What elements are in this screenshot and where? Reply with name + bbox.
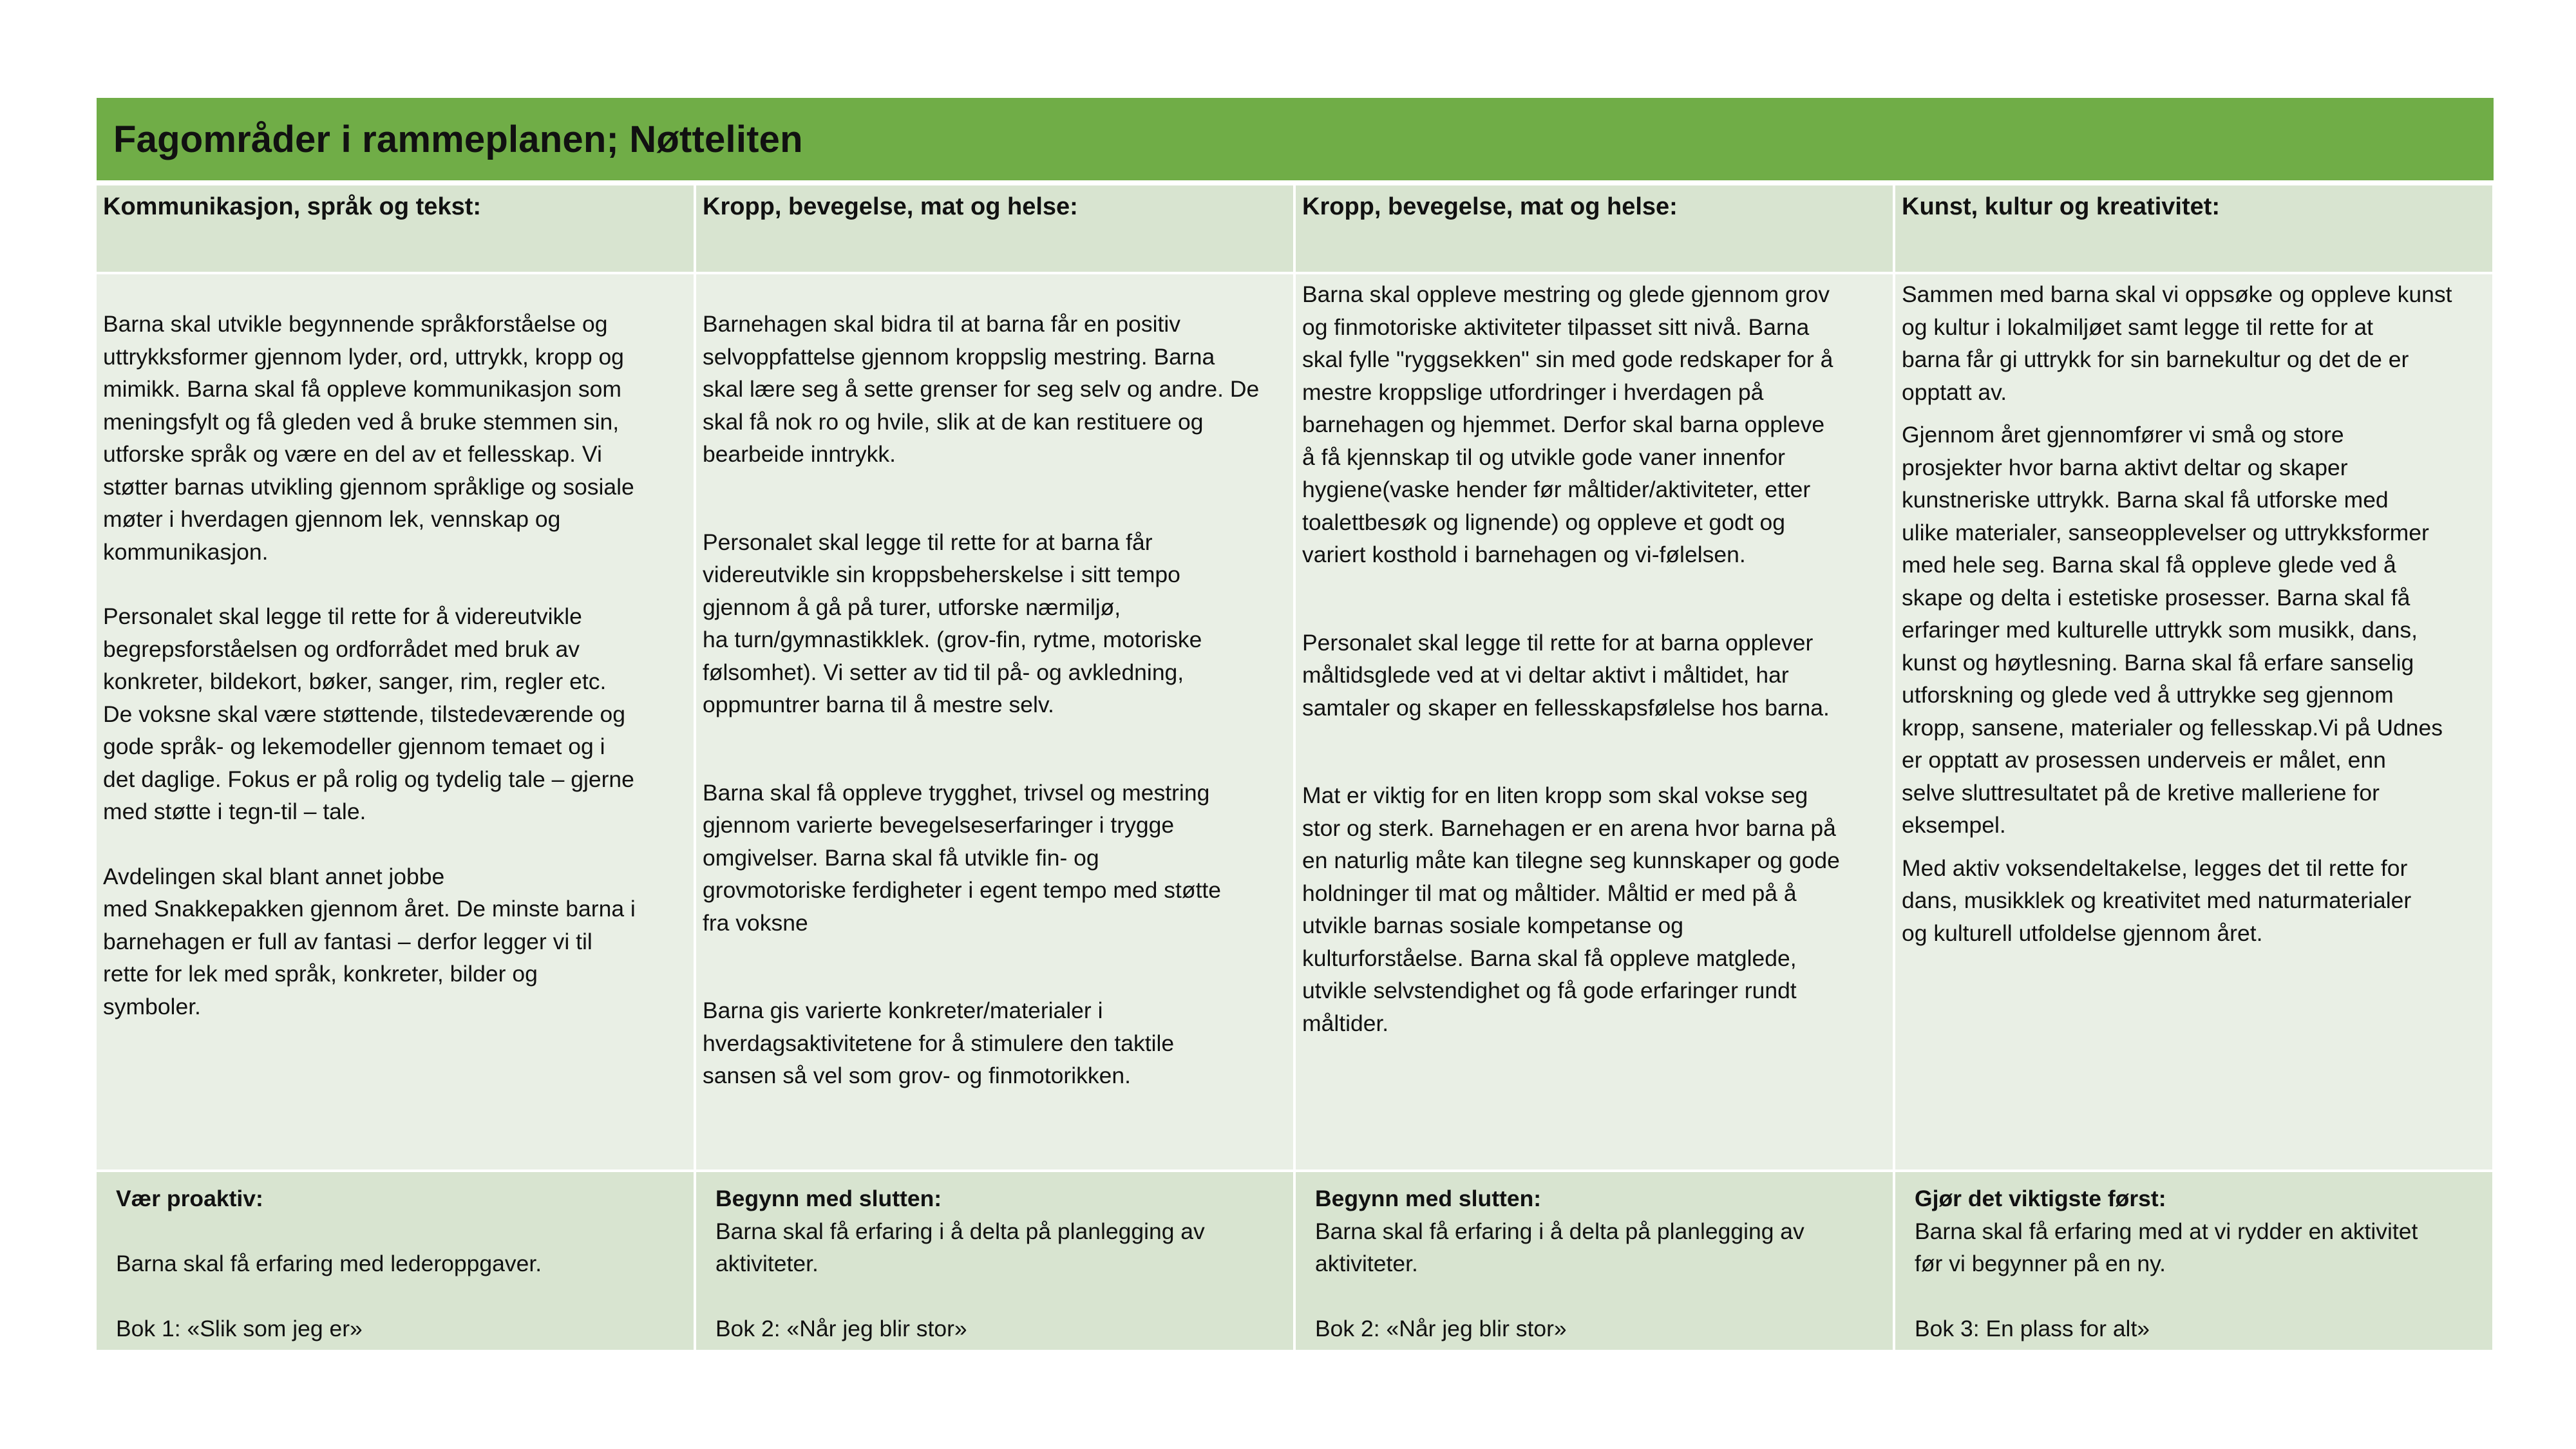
paragraph: Personalet skal legge til rette for at barna opplever måltidsglede ved at vi deltar aktivt i måltidet, har samtaler og skaper en fellesskapsfølelse hos barna. bbox=[1302, 629, 1830, 721]
title-bar bbox=[97, 98, 2494, 180]
column-header-body-1: Kropp, bevegelse, mat og helse: bbox=[696, 185, 1293, 272]
column-body-art bbox=[1895, 274, 2492, 1170]
paragraph: Sammen med barna skal vi oppsøke og oppleve kunst og kultur i lokalmiljøet samt legge til rette for at barna får gi uttrykk for sin barnekultur og det de er opptatt av. bbox=[1902, 281, 2452, 405]
column-body-body-1 bbox=[696, 274, 1293, 1170]
paragraph: Barna skal utvikle begynnende språkforståelse og uttrykksformer gjennom lyder, ord, uttrykk, kropp og mimikk. Barna skal få oppleve kommunikasjon som meningsfylt og få gleden ved å bruke stemmen sin, utforske språk og være en del av et fellesskap. Vi støtter barnas utvikling gjennom språklige og sosiale møter i hverdagen gjennom lek, vennskap og kommunikasjon. bbox=[103, 311, 634, 565]
footer-text: Barna skal få erfaring med at vi rydder en aktivitet før vi begynner på en ny. Bok 3: En plass for alt» bbox=[1915, 1218, 2418, 1341]
paragraph: Gjennom året gjennomfører vi små og store prosjekter hvor barna aktivt deltar og skaper kunstneriske uttrykk. Barna skal få utforske med ulike materialer, sanseopplevelser og uttrykksformer med hele seg. Barna skal få oppleve glede ved å skape og delta i estetiske prosesser. Barna skal få erfaringer med kulturelle uttrykk som musikk, dans, kunst og høytlesning. Barna skal få erfare sanselig utforskning og glede ved å uttrykke seg gjennom kropp, sansene, materialer og fellesskap.Vi på Udnes er opptatt av prosessen underveis er målet, enn selve sluttresultatet på de kretive malleriene for eksempel. bbox=[1902, 422, 2443, 838]
paragraph: Avdelingen skal blant annet jobbe med Snakkepakken gjennom året. De minste barna i barnehagen er full av fantasi – derfor legger vi til rette for lek med språk, konkreter, bilder og symboler. bbox=[103, 863, 636, 1019]
footer-text: Barna skal få erfaring i å delta på planlegging av aktiviteter. Bok 2: «Når jeg blir stor» bbox=[715, 1218, 1205, 1341]
column-footer-communication bbox=[97, 1172, 694, 1350]
document-page bbox=[97, 98, 2494, 1350]
paragraph: Barnehagen skal bidra til at barna får en positiv selvoppfattelse gjennom kroppslig mestring. Barna skal lære seg å sette grenser for seg selv og andre. De skal få nok ro og hvile, slik at de kan restituere og bearbeide inntrykk. bbox=[703, 311, 1260, 467]
footer-title: Gjør det viktigste først: bbox=[1915, 1186, 2166, 1211]
footer-title: Vær proaktiv: bbox=[116, 1186, 263, 1211]
column-body-body-2 bbox=[1296, 274, 1893, 1170]
paragraph: Med aktiv voksendeltakelse, legges det til rette for dans, musikklek og kreativitet med naturmaterialer og kulturell utfoldelse gjennom året. bbox=[1902, 855, 2412, 946]
column-footer-body-2 bbox=[1296, 1172, 1893, 1350]
paragraph: Barna skal få oppleve trygghet, trivsel og mestring gjennom varierte bevegelseserfaringer i trygge omgivelser. Barna skal få utvikle fin- og grovmotoriske ferdigheter i egent tempo med støtte fra voksne bbox=[703, 779, 1222, 936]
paragraph: Barna gis varierte konkreter/materialer i hverdagsaktivitetene for å stimulere den taktile sansen så vel som grov- og finmotorikken. bbox=[703, 998, 1175, 1088]
framework-table bbox=[97, 185, 2494, 1350]
footer-title: Begynn med slutten: bbox=[715, 1186, 942, 1211]
footer-title: Begynn med slutten: bbox=[1315, 1186, 1542, 1211]
paragraph: Mat er viktig for en liten kropp som skal vokse seg stor og sterk. Barnehagen er en arena hvor barna på en naturlig måte kan tilegne seg kunnskaper og gode holdninger til mat og måltider. Måltid er med på å utvikle barnas sosiale kompetanse og kulturforståelse. Barna skal få oppleve matglede, utvikle selvstendighet og få gode erfaringer rundt måltider. bbox=[1302, 782, 1840, 1036]
column-footer-body-1 bbox=[696, 1172, 1293, 1350]
column-header-art: Kunst, kultur og kreativitet: bbox=[1895, 185, 2492, 272]
footer-text: Barna skal få erfaring i å delta på planlegging av aktiviteter. Bok 2: «Når jeg blir stor» bbox=[1315, 1218, 1804, 1341]
column-body-communication bbox=[97, 274, 694, 1170]
column-header-communication: Kommunikasjon, språk og tekst: bbox=[97, 185, 694, 272]
paragraph: Personalet skal legge til rette for å videreutvikle begrepsforståelsen og ordforrådet med bruk av konkreter, bildekort, bøker, sanger, rim, regler etc. De voksne skal være støttende, tilstedeværende og gode språk- og lekemodeller gjennom temaet og i det daglige. Fokus er på rolig og tydelig tale – gjerne med støtte i tegn-til – tale. bbox=[103, 603, 634, 824]
column-footer-art bbox=[1895, 1172, 2492, 1350]
page-title: Fagområder i rammeplanen; Nøtteliten bbox=[113, 118, 803, 160]
footer-text: Barna skal få erfaring med lederoppgaver. Bok 1: «Slik som jeg er» bbox=[116, 1251, 542, 1341]
column-header-body-2: Kropp, bevegelse, mat og helse: bbox=[1296, 185, 1893, 272]
paragraph: Personalet skal legge til rette for at barna får videreutvikle sin kroppsbeherskelse i sitt tempo gjennom å gå på turer, utforske nærmiljø, ha turn/gymnastikklek. (grov-fin, rytme, motoriske følsomhet). Vi setter av tid til på- og avkledning, oppmuntrer barna til å mestre selv. bbox=[703, 529, 1202, 717]
paragraph: Barna skal oppleve mestring og glede gjennom grov og finmotoriske aktiviteter tilpasset sitt nivå. Barna skal fylle "ryggsekken" sin med gode redskaper for å mestre kroppslige utfordringer i hverdagen på barnehagen og hjemmet. Derfor skal barna oppleve å få kjennskap til og utvikle gode vaner innenfor hygiene(vaske hender før måltider/aktiviteter, etter toalettbesøk og lignende) og oppleve et godt og variert kosthold i barnehagen og vi-følelsen. bbox=[1302, 281, 1833, 567]
